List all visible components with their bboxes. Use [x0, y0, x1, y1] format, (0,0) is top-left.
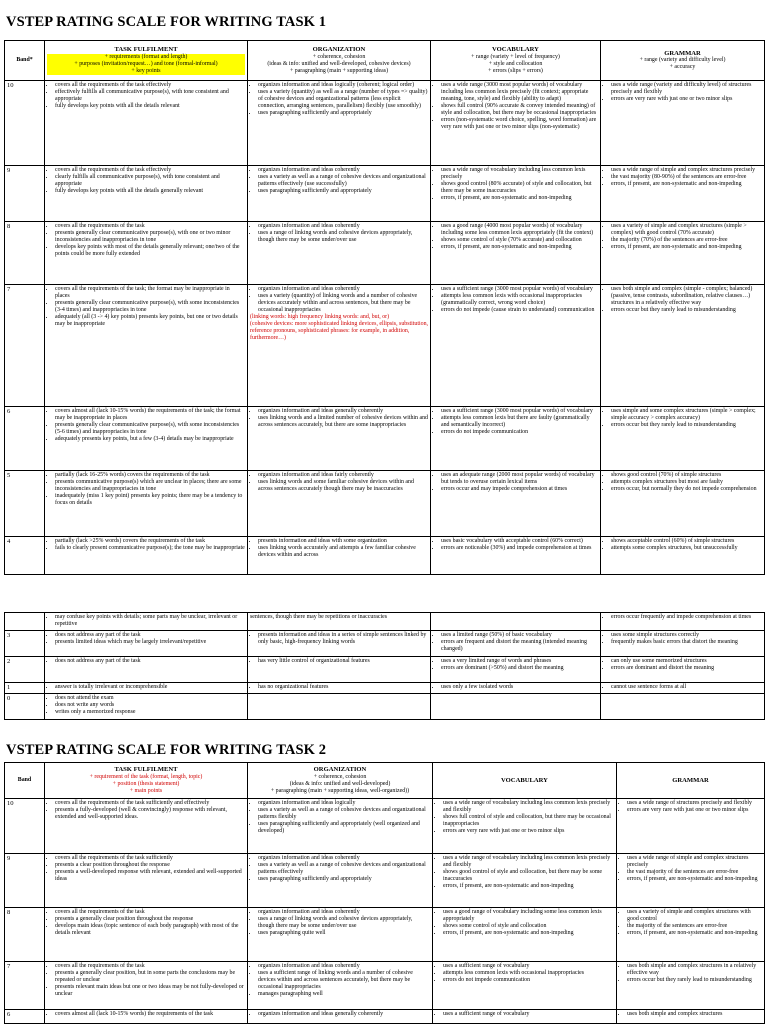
- organization-cell: [248, 854, 433, 908]
- criterion-item: • covers all the requirements of the task: [55, 963, 245, 970]
- criterion-item: • attempts less common lexis with occasional inappropriacies: [443, 970, 614, 977]
- task-fulfilment-cell: [45, 657, 248, 683]
- organization-cell: [248, 962, 433, 1010]
- band-number: 8: [5, 908, 45, 962]
- criterion-item: • errors occur but they rarely lead to misunderstanding: [627, 977, 762, 984]
- criterion-item: • uses only a few isolated words: [441, 684, 598, 691]
- criterion-item: • does not address any part of the task: [55, 632, 245, 639]
- criterion-item: • uses a very limited range of words and phrases: [441, 658, 598, 665]
- organization-cell: [248, 1010, 433, 1024]
- criterion-item: • covers all the requirements of the task effectively: [55, 167, 245, 174]
- band-header: Band*: [5, 41, 45, 81]
- task-fulfilment-cell: [45, 81, 248, 166]
- criterion-item: • fails to clearly present communicative purpose(s); the tone may be inappropriate: [55, 545, 245, 552]
- criterion-item: • uses a variety of simple and complex structures with good control: [627, 909, 762, 923]
- criterion-item: • presents relevant main ideas but one or two ideas may be not fully-developed or unclear: [55, 984, 245, 998]
- linking-words-note: (linking words: high frequency linking words: and, but, or): [250, 313, 390, 320]
- criterion-item: • uses a range of linking words and cohesive devices appropriately, though there may be some under/over use: [258, 916, 430, 930]
- criterion-item: • uses a wide range of vocabulary including less common lexis precisely and flexibly: [443, 800, 614, 814]
- criterion-item: • adequately presents key points, but a few (3-4) details may be inappropriate: [55, 436, 245, 443]
- criterion-item: • fully develops key points with all the details generally relevant: [55, 188, 245, 195]
- task-fulfilment-cell: [45, 1010, 248, 1024]
- criterion-item: • answer is totally irrelevant or incomprehensible: [55, 684, 245, 691]
- band-number: 1: [5, 683, 45, 694]
- organization-cell: [248, 613, 431, 631]
- task-fulfilment-cell: [45, 407, 248, 471]
- criterion-item: • presents generally clear communicative purpose(s), with some inconsistencies (3-4 times) and inappropriacies in tone: [55, 300, 245, 314]
- vocabulary-cell: [431, 471, 601, 537]
- criterion-item: • organizes information and ideas generally coherently: [258, 1011, 430, 1018]
- task2-header-row: [5, 763, 765, 799]
- criterion-item: • partially (lack 16-25% words) covers the requirements of the task: [55, 472, 245, 479]
- grammar-cell: [601, 693, 765, 719]
- task1-band-3-row: [5, 631, 765, 657]
- grammar-cell: [601, 407, 765, 471]
- vocabulary-header: VOCABULARY: [433, 763, 617, 799]
- criterion-item: • uses a sufficient range of vocabulary: [443, 1011, 614, 1018]
- criterion-item: • uses a variety (quantity) of linking words and a number of cohesive devices accurately within and across sentences, but there may be occasional inappropriacies: [258, 293, 428, 314]
- task1-title: VSTEP RATING SCALE FOR WRITING TASK 1: [6, 14, 327, 30]
- criterion-continuation: sentences, though there may be repetitions or inaccuracies: [250, 614, 388, 620]
- criterion-item: • uses a sufficient range (3000 most popular words) of vocabulary: [441, 408, 598, 415]
- criterion-item: • errors occur and may impede comprehension at times: [441, 486, 598, 493]
- task1-band-7-row: [5, 285, 765, 407]
- grammar-cell: [617, 908, 765, 962]
- criterion-item: • uses paragraphing sufficiently and appropriately: [258, 110, 428, 117]
- criterion-item: • presents limited ideas which may be largely irrelevant/repetitive: [55, 639, 245, 646]
- task1-continuation-table: [4, 612, 765, 720]
- criterion-item: • uses a variety (quantity) as well as a range (number of types => quality) of cohesive devices and organizational patterns (less explicit connection, arranging sentences, parallelism) flexibly (use smoothly): [258, 89, 428, 110]
- task1-band-5-row: [5, 471, 765, 537]
- criterion-item: • may confuse key points with details; some parts may be unclear, irrelevant or repetitive: [55, 614, 245, 628]
- vocabulary-cell: [431, 613, 601, 631]
- organization-cell: [248, 407, 431, 471]
- vocabulary-cell: [433, 1010, 617, 1024]
- criterion-item: • presents information and ideas with some organization: [258, 538, 428, 545]
- criterion-item: • manages paragraphing well: [258, 991, 430, 998]
- criterion-item: • errors occur but they rarely lead to misunderstanding: [611, 307, 762, 314]
- band-number: 3: [5, 631, 45, 657]
- criterion-item: • errors, if present, are non-systematic and non-impeding: [441, 195, 598, 202]
- task1-rubric-table: [4, 40, 765, 575]
- task2-band-6-row: [5, 1010, 765, 1024]
- task-fulfilment-cell: [45, 962, 248, 1010]
- criterion-item: • errors do not impede communication: [441, 429, 598, 436]
- criterion-item: • errors, if present, are non-systematic and non-impeding: [627, 930, 762, 937]
- task2-band-10-row: [5, 799, 765, 854]
- criterion-item: • presents communicative purpose(s) which are unclear in places; there are some inconsistencies and inappropriacies in tone: [55, 479, 245, 493]
- vocabulary-cell: [431, 537, 601, 575]
- criterion-item: • develops main ideas (topic sentence of each body paragraph) with most of the details relevant: [55, 923, 245, 937]
- vocabulary-cell: [431, 683, 601, 694]
- criterion-item: • uses a wide range (3000 most popular words) of vocabulary including less common lexis precisely (fit context; appropriate meaning, tone, style) and flexibly (ability to adapt): [441, 82, 598, 103]
- criterion-item: • errors are frequent and distort the meaning (intended meaning changed): [441, 639, 598, 653]
- task-fulfilment-cell: [45, 613, 248, 631]
- criterion-item: • covers almost all (lack 10-15% words) the requirements of the task: [55, 1011, 245, 1018]
- organization-cell: [248, 631, 431, 657]
- criterion-item: • covers all the requirements of the task: [55, 909, 245, 916]
- criterion-item: • does not attend the exam: [55, 695, 245, 702]
- task2-title: VSTEP RATING SCALE FOR WRITING TASK 2: [6, 742, 327, 758]
- criterion-item: • covers all the requirements of the task effectively: [55, 82, 245, 89]
- criterion-item: • errors, if present, are non-systematic and non-impeding: [627, 876, 762, 883]
- criterion-item: • errors are very rare with just one or two minor slips: [611, 96, 762, 103]
- cohesive-devices-note: (cohesive devices: more sophisticated linking devices, ellipsis, substitution, reference pronouns, sophisticated phrases: for example, in addition, furthermore…): [250, 320, 428, 341]
- organization-cell: [248, 471, 431, 537]
- criterion-item: • shows full control of style and collocation, but there may be occasional inappropriacies: [443, 814, 614, 828]
- criterion-item: • organizes information and ideas coherently: [258, 223, 428, 230]
- criterion-item: • uses a variety as well as a range of cohesive devices and organizational patterns effectively: [258, 862, 430, 876]
- organization-header: ORGANIZATION + coherence, cohesion (ideas & info: unified and well-developed) + paragraphing (main + supporting ideas, well-organized)): [248, 763, 433, 799]
- criterion-item: • covers almost all (lack 10-15% words) the requirements of the task; the format may be inappropriate in places: [55, 408, 245, 422]
- criterion-item: • organizes information and ideas coherently: [258, 909, 430, 916]
- organization-cell: [248, 81, 431, 166]
- grammar-cell: [617, 799, 765, 854]
- task-fulfilment-cell: [45, 799, 248, 854]
- criterion-item: • uses paragraphing sufficiently and appropriately: [258, 876, 430, 883]
- vocabulary-cell: [431, 285, 601, 407]
- grammar-cell: [601, 537, 765, 575]
- band-number: 7: [5, 285, 45, 407]
- criterion-item: • uses a sufficient range of vocabulary: [443, 963, 614, 970]
- vocabulary-cell: [433, 908, 617, 962]
- grammar-header: GRAMMAR: [617, 763, 765, 799]
- criterion-item: • errors are very rare with just one or two minor slips: [627, 807, 762, 814]
- task-fulfilment-header: TASK FULFILMENT + requirements (format and length) + purposes (invitation/request…) and tone (formal-informal) + key points: [45, 41, 248, 81]
- organization-cell: [248, 799, 433, 854]
- criterion-item: • shows good control (80% accurate) of style and collocation, but there may be some inaccuracies: [441, 181, 598, 195]
- criterion-item: • shows good control (70%) of simple structures: [611, 472, 762, 479]
- task-fulfilment-header: TASK FULFILMENT + requirement of the task (format, length, topic) + position (thesis statement) + main points: [45, 763, 248, 799]
- criterion-item: • uses basic vocabulary with acceptable control (60% correct): [441, 538, 598, 545]
- task1-band-1-row: [5, 683, 765, 694]
- criterion-item: • presents a generally clear position, but in some parts the conclusions may be repeated or unclear: [55, 970, 245, 984]
- criterion-item: • presents information and ideas in a series of simple sentences linked by only basic, high-frequency linking words: [258, 632, 428, 646]
- grammar-cell: [601, 657, 765, 683]
- grammar-cell: [601, 166, 765, 222]
- criterion-item: • uses both simple and complex structures: [627, 1011, 762, 1018]
- criterion-item: • attempts complex structures but most are faulty: [611, 479, 762, 486]
- task-fulfilment-cell: [45, 683, 248, 694]
- criterion-item: • errors do not impede communication: [443, 977, 614, 984]
- criterion-item: • uses a variety as well as a range of cohesive devices and organizational patterns effectively (use successfully): [258, 174, 428, 188]
- criterion-item: • has no organizational features: [258, 684, 428, 691]
- criterion-item: • can only use some memorized structures: [611, 658, 762, 665]
- criterion-item: • uses a wide range of vocabulary including less common lexis precisely: [441, 167, 598, 181]
- grammar-cell: [601, 81, 765, 166]
- criterion-item: • uses a wide range of structures precisely and flexibly: [627, 800, 762, 807]
- vocabulary-cell: [433, 854, 617, 908]
- task-fulfilment-cell: [45, 166, 248, 222]
- organization-cell: [248, 657, 431, 683]
- task2-rubric-table: [4, 762, 765, 1024]
- band-header: Band: [5, 763, 45, 799]
- vocabulary-cell: [431, 693, 601, 719]
- criterion-item: • errors are noticeable (30%) and impede comprehension at times: [441, 545, 598, 552]
- organization-cell: [248, 683, 431, 694]
- task-fulfilment-cell: [45, 537, 248, 575]
- band-number: 0: [5, 693, 45, 719]
- task1-band-0-row: [5, 693, 765, 719]
- criterion-item: • presents a generally clear position throughout the response: [55, 916, 245, 923]
- task-fulfilment-cell: [45, 693, 248, 719]
- vocabulary-cell: [433, 962, 617, 1010]
- criterion-item: • presents a well-developed response with relevant, extended and well-supported ideas: [55, 869, 245, 883]
- task1-band-8-row: [5, 222, 765, 285]
- criterion-item: • errors occur frequently and impede comprehension at times: [611, 614, 762, 621]
- band-number: 6: [5, 1010, 45, 1024]
- criterion-item: • uses both simple and complex structures in a relatively effective way: [627, 963, 762, 977]
- criterion-item: • uses a wide range of simple and complex structures precisely: [611, 167, 762, 174]
- criterion-item: • the majority (70%) of the sentences are error-free: [611, 237, 762, 244]
- task1-header-row: [5, 41, 765, 81]
- criterion-item: • shows good control of style and collocation, but there may be some inaccuracies: [443, 869, 614, 883]
- criterion-item: • organizes information and ideas coherently: [258, 963, 430, 970]
- task-fulfilment-cell: [45, 854, 248, 908]
- band-number: 9: [5, 166, 45, 222]
- criterion-item: • adequately (all (3 -> 4) key points) presents key points, but one or two details may be inappropriate: [55, 314, 245, 328]
- criterion-item: • develops key points with most of the details generally relevant; one/two of the points could be more fully extended: [55, 244, 245, 258]
- criterion-item: • uses a sufficient range of linking words and a number of cohesive devices within and across sentences accurately, but there may be occasional inappropriacies: [258, 970, 430, 991]
- task1-band-10-row: [5, 81, 765, 166]
- task-fulfilment-cell: [45, 631, 248, 657]
- criterion-item: • covers all the requirements of the task sufficiently and effectively: [55, 800, 245, 807]
- criterion-item: • uses linking words and a limited number of cohesive devices within and across sentences accurately, but there are some inappropriacies: [258, 415, 428, 429]
- grammar-cell: [617, 854, 765, 908]
- criterion-item: • shows some control of style (70% accurate) and collocation: [441, 237, 598, 244]
- criterion-item: • does not write any words: [55, 702, 245, 709]
- grammar-header: GRAMMAR + range (variety and difficulty level) + accuracy: [601, 41, 765, 81]
- organization-header: ORGANIZATION + coherence, cohesion (ideas & info: unified and well-developed, cohesive devices) + paragraphing (main + supporting ideas): [248, 41, 431, 81]
- organization-cell: [248, 285, 431, 407]
- criterion-item: • uses a wide range (variety and difficulty level) of structures precisely and flexibly: [611, 82, 762, 96]
- criterion-item: • uses a good range of vocabulary including some less common lexis appropriately: [443, 909, 614, 923]
- criterion-item: • the majority of the sentences are error-free: [627, 923, 762, 930]
- criterion-item: • shows acceptable control (60%) of simple structures: [611, 538, 762, 545]
- criterion-item: • errors, if present, are non-systematic and non-impeding: [611, 244, 762, 251]
- criterion-item: • shows some control of style and collocation: [443, 923, 614, 930]
- task-fulfilment-cell: [45, 908, 248, 962]
- band-number: 6: [5, 407, 45, 471]
- vocabulary-cell: [431, 631, 601, 657]
- criterion-item: • presents generally clear communicative purpose(s), with some inconsistencies (5-6 times) and inappropriacies in tone: [55, 422, 245, 436]
- criterion-item: • uses paragraphing sufficiently and appropriately: [258, 188, 428, 195]
- vocabulary-cell: [431, 407, 601, 471]
- grammar-cell: [601, 285, 765, 407]
- criterion-item: • errors are dominant (>50%) and distort the meaning: [441, 665, 598, 672]
- criterion-item: • attempts less common lexis with occasional inappropriacies (grammatically correct, wrong word choice): [441, 293, 598, 307]
- band-number: [5, 613, 45, 631]
- criterion-item: • the vast majority of the sentences are error-free: [627, 869, 762, 876]
- criterion-item: • organizes information and ideas coherently: [258, 286, 428, 293]
- criterion-item: • uses simple and some complex structures (simple > complex; simple accuracy > complex accuracy): [611, 408, 762, 422]
- criterion-item: • uses a wide range of simple and complex structures precisely: [627, 855, 762, 869]
- task1-band-2-row: [5, 657, 765, 683]
- organization-cell: [248, 166, 431, 222]
- criterion-item: • has very little control of organizational features: [258, 658, 428, 665]
- task-fulfilment-cell: [45, 222, 248, 285]
- criterion-item: • organizes information and ideas fairly coherently: [258, 472, 428, 479]
- criterion-item: • errors occur, but normally they do not impede comprehension: [611, 486, 762, 493]
- criterion-item: • uses a limited range (50%) of basic vocabulary: [441, 632, 598, 639]
- criterion-item: • presents generally clear communicative purpose(s), with one or two minor inconsistencies and inappropriacies in tone: [55, 230, 245, 244]
- criterion-item: • uses a range of linking words and cohesive devices appropriately, though there may be some under/over use: [258, 230, 428, 244]
- vocabulary-cell: [433, 799, 617, 854]
- criterion-item: • uses paragraphing sufficiently and appropriately (well organized and developed): [258, 821, 430, 835]
- criterion-item: • does not address any part of the task: [55, 658, 245, 665]
- criterion-item: • cannot use sentence forms at all: [611, 684, 762, 691]
- band-number: 8: [5, 222, 45, 285]
- criterion-item: • covers all the requirements of the task; the format may be inappropriate in places: [55, 286, 245, 300]
- criterion-item: • uses a variety as well as a range of cohesive devices and organizational patterns flexibly: [258, 807, 430, 821]
- criterion-item: • partially (lack >25% words) covers the requirements of the task: [55, 538, 245, 545]
- criterion-item: • errors are very rare with just one or two minor slips: [443, 828, 614, 835]
- criterion-item: • uses both simple and complex (simple - complex; balanced) (passive, tense contrasts, subordination, relative clauses…) structures in a relatively effective way: [611, 286, 762, 307]
- task2-band-7-row: [5, 962, 765, 1010]
- criterion-item: • errors, if present, are non-systematic and non-impeding: [441, 244, 598, 251]
- organization-cell: [248, 222, 431, 285]
- task1-band-4-continued-row: [5, 613, 765, 631]
- vocabulary-cell: [431, 81, 601, 166]
- criterion-item: • organizes information and ideas generally coherently: [258, 408, 428, 415]
- criterion-item: • uses linking words and some familiar cohesive devices within and across sentences accurately though there may be inaccuracies: [258, 479, 428, 493]
- grammar-cell: [601, 222, 765, 285]
- criterion-item: • the vast majority (80-90%) of the sentences are error-free: [611, 174, 762, 181]
- vocabulary-cell: [431, 657, 601, 683]
- task2-band-9-row: [5, 854, 765, 908]
- organization-cell: [248, 537, 431, 575]
- criterion-item: • fully develops key points with all the details relevant: [55, 103, 245, 110]
- criterion-item: • errors, if present, are non-systematic and non-impeding: [443, 883, 614, 890]
- criterion-item: • errors (non-systematic word choice, spelling, word formation) are very rare with just one or two minor slips (non-systematic): [441, 117, 598, 131]
- criterion-item: • inadequately (miss 1 key point) presents key points; there may be a tendency to focus on details: [55, 493, 245, 507]
- band-number: 10: [5, 81, 45, 166]
- task1-band-4-row: [5, 537, 765, 575]
- criterion-item: • organizes information and ideas coherently: [258, 167, 428, 174]
- vocabulary-header: VOCABULARY + range (variety + level of frequency) + style and collocation + errors (slips + errors): [431, 41, 601, 81]
- grammar-cell: [617, 962, 765, 1010]
- band-number: 5: [5, 471, 45, 537]
- criterion-item: • covers all the requirements of the task sufficiently: [55, 855, 245, 862]
- criterion-item: • errors do not impede (cause strain to understand) communication: [441, 307, 598, 314]
- grammar-cell: [601, 683, 765, 694]
- criterion-item: • attempts less common lexis but there are faulty (grammatically and semantically incorrect): [441, 415, 598, 429]
- band-number: 9: [5, 854, 45, 908]
- criterion-item: • uses linking words accurately and attempts a few familiar cohesive devices within and across: [258, 545, 428, 559]
- criterion-item: • errors occur but they rarely lead to misunderstanding: [611, 422, 762, 429]
- criterion-item: • uses a variety of simple and complex structures (simple > complex) with good control (70% accurate): [611, 223, 762, 237]
- grammar-cell: [601, 471, 765, 537]
- criterion-item: • errors, if present, are non-systematic and non-impeding: [443, 930, 614, 937]
- band-number: 4: [5, 537, 45, 575]
- band-number: 7: [5, 962, 45, 1010]
- vocabulary-cell: [431, 222, 601, 285]
- band-number: 2: [5, 657, 45, 683]
- task2-band-8-row: [5, 908, 765, 962]
- grammar-cell: [601, 631, 765, 657]
- task1-band-9-row: [5, 166, 765, 222]
- task1-band-6-row: [5, 407, 765, 471]
- criterion-item: • uses some simple structures correctly: [611, 632, 762, 639]
- task-fulfilment-cell: [45, 285, 248, 407]
- band-number: 10: [5, 799, 45, 854]
- criterion-item: • errors are dominant and distort the meaning: [611, 665, 762, 672]
- criterion-item: • errors, if present, are non-systematic and non-impeding: [611, 181, 762, 188]
- organization-cell: [248, 908, 433, 962]
- task-fulfilment-cell: [45, 471, 248, 537]
- criterion-item: • organizes information and ideas coherently: [258, 855, 430, 862]
- criterion-item: • uses a sufficient range (3000 most popular words) of vocabulary: [441, 286, 598, 293]
- criterion-item: • organizes information and ideas logically: [258, 800, 430, 807]
- criterion-item: • attempts some complex structures, but unsuccessfully: [611, 545, 762, 552]
- criterion-item: • effectively fulfills all communicative purpose(s), with tone consistent and appropriate: [55, 89, 245, 103]
- grammar-cell: [617, 1010, 765, 1024]
- criterion-item: • uses a wide range of vocabulary including less common lexis precisely and flexibly: [443, 855, 614, 869]
- criterion-item: • frequently makes basic errors that distort the meaning: [611, 639, 762, 646]
- organization-cell: [248, 693, 431, 719]
- criterion-item: • shows full control (90% accurate & convey intended meaning) of style and collocation, but there may be occasional inappropriacies: [441, 103, 598, 117]
- criterion-item: • covers all the requirements of the task: [55, 223, 245, 230]
- criterion-item: • presents a fully-developed (well & convincingly) response with relevant, extended and well-supported ideas.: [55, 807, 245, 821]
- criterion-item: • uses paragraphing quite well: [258, 930, 430, 937]
- criterion-item: • clearly fulfills all communicative purpose(s), with tone consistent and appropriate: [55, 174, 245, 188]
- criterion-item: • writes only a memorized response: [55, 709, 245, 716]
- vocabulary-cell: [431, 166, 601, 222]
- criterion-item: • uses an adequate range (2000 most popular words) of vocabulary but tends to overuse certain lexical items: [441, 472, 598, 486]
- criterion-item: • uses a good range (4000 most popular words) of vocabulary including some less common lexis appropriately (fit the context): [441, 223, 598, 237]
- criterion-item: • presents a clear position throughout the response: [55, 862, 245, 869]
- grammar-cell: [601, 613, 765, 631]
- criterion-item: • organizes information and ideas logically (coherent; logical order): [258, 82, 428, 89]
